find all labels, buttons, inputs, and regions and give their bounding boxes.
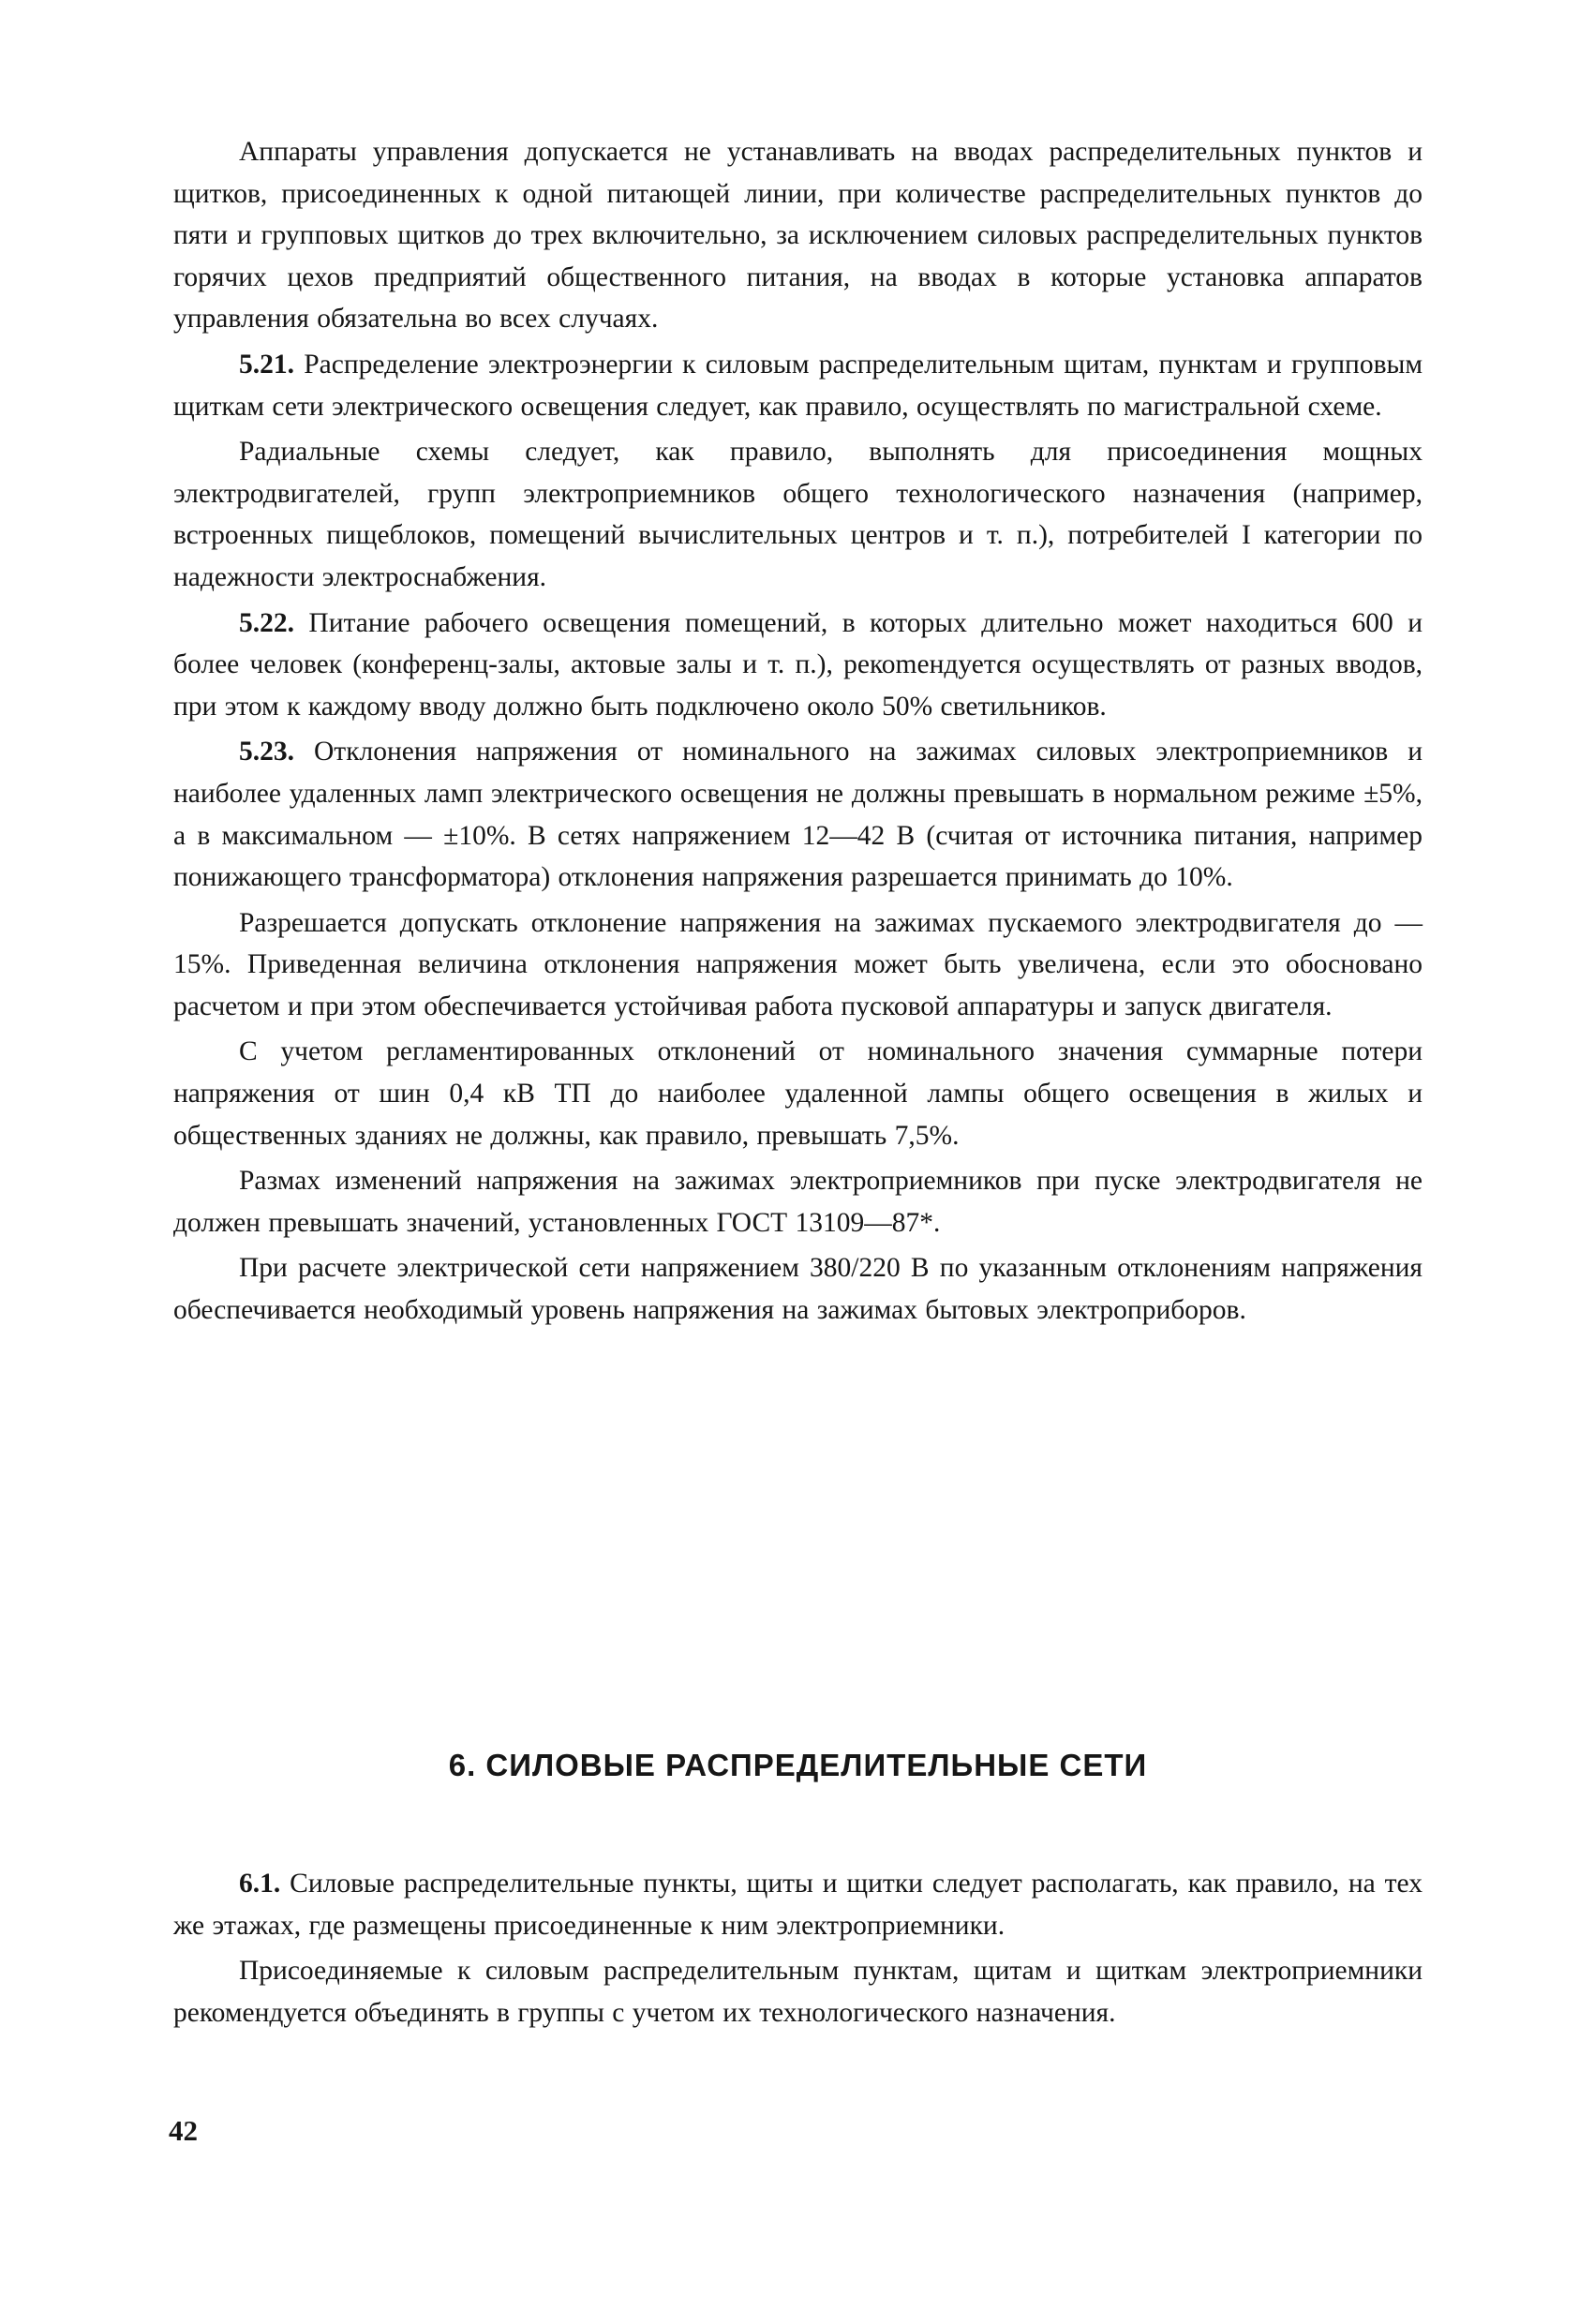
section-heading: 6. СИЛОВЫЕ РАСПРЕДЕЛИТЕЛЬНЫЕ СЕТИ bbox=[448, 1748, 1148, 1782]
paragraph bbox=[173, 131, 1423, 340]
paragraph-text: Питание рабочего освещения помещений, в которых длительно может находиться 600 и более человек (конференц-залы, актовые залы и т. п.), рекоmендуется осуществлять от разных вводов, при этом к каждому вводу должно быть подключено около 50% светильников. bbox=[173, 607, 1423, 722]
clause-number: 5.22. bbox=[239, 607, 294, 638]
paragraph bbox=[173, 731, 1423, 898]
paragraph bbox=[173, 902, 1423, 1028]
paragraph bbox=[173, 1950, 1423, 2034]
paragraph bbox=[173, 1031, 1423, 1156]
paragraph bbox=[173, 1863, 1423, 1946]
paragraph-text: При расчете электрической сети напряжением 380/220 В по указанным отклонениям напряжения обеспечивается необходимый уровень напряжения на зажимах бытовых электроприборов. bbox=[173, 1253, 1423, 1326]
paragraph-text: Разрешается допускать отклонение напряжения на зажимах пускаемого электродвигателя до —15%. Приведенная величина отклонения напряжения может быть увеличена, если это обосновано расчетом и при этом обеспечивается устойчивая работа пусковой аппаратуры и запуск двигателя. bbox=[173, 907, 1423, 1021]
paragraph-text: Силовые распределительные пункты, щиты и щитки следует располагать, как правило, на тех же этажах, где размещены присоединенные к ним электроприемники. bbox=[173, 1869, 1423, 1941]
paragraph bbox=[173, 1160, 1423, 1244]
paragraph-text: Отклонения напряжения от номинального на зажимах силовых электроприемников и наиболее удаленных ламп электрического освещения не должны превышать в нормальном режиме ±5%, а в максимальном — ±10%. В сетях напряжением 12—42 В (считая от источника питания, например понижающего трансформатора) отклонения напряжения разрешается принимать до 10%. bbox=[173, 737, 1423, 893]
clause-number: 5.21. bbox=[239, 349, 294, 380]
paragraph-text: Аппараты управления допускается не устанавливать на вводах распределительных пунктов и щитков, присоединенных к одной питающей линии, при количестве распределительных пунктов до пяти и групповых щитков до трех включительно, за исключением силовых распределительных пунктов горячих цехов предприятий общественного питания, на вводах в которые установка аппаратов управления обязательна во всех случаях. bbox=[173, 137, 1423, 335]
paragraph-text: С учетом регламентированных отклонений от номинального значения суммарные потери напряжения от шин 0,4 кВ ТП до наиболее удаленной лампы общего освещения в жилых и общественных зданиях не должны, как правило, превышать 7,5%. bbox=[173, 1036, 1423, 1151]
clause-number: 6.1. bbox=[239, 1869, 281, 1899]
paragraph bbox=[173, 1247, 1423, 1331]
paragraph bbox=[173, 603, 1423, 728]
paragraph-text: Радиальные схемы следует, как правило, выполнять для присоединения мощных электродвигателей, групп электроприемников общего технологического назначения (например, встроенных пищеблоков, помещений вычислительных центров и т. п.), потребителей I категории по надежности электроснабжения. bbox=[173, 437, 1423, 592]
section-body bbox=[173, 1863, 1423, 2037]
paragraph bbox=[173, 431, 1423, 598]
page-body bbox=[173, 131, 1423, 2028]
paragraph bbox=[173, 344, 1423, 427]
paragraph-text: Распределение электроэнергии к силовым распределительным щитам, пунктам и групповым щиткам сети электрического освещения следует, как правило, осуществлять по магистральной схеме. bbox=[173, 349, 1423, 422]
page-number: 42 bbox=[169, 2114, 198, 2147]
clause-number: 5.23. bbox=[239, 737, 294, 767]
paragraph-text: Размах изменений напряжения на зажимах электроприемников при пуске электродвигателя не должен превышать значений, установленных ГОСТ 13109—87*. bbox=[173, 1166, 1423, 1238]
paragraph-text: Присоединяемые к силовым распределительным пунктам, щитам и щиткам электроприемники рекомендуется объединять в группы с учетом их технологического назначения. bbox=[173, 1956, 1423, 2028]
